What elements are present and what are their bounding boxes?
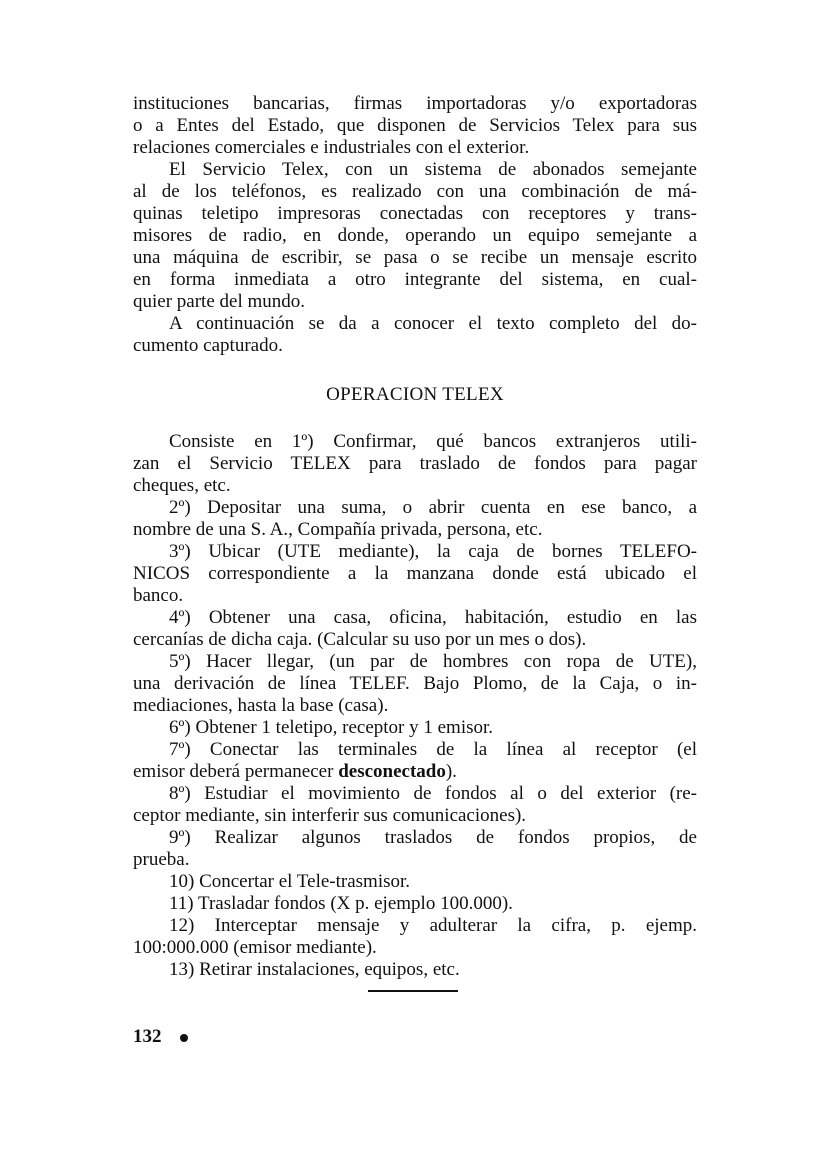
text-line: relaciones comerciales e industriales con el exterior. <box>133 137 530 158</box>
list-item <box>133 607 697 651</box>
text-line: 4º) Obtener una casa, oficina, habitación, estudio en las <box>169 607 697 628</box>
text-line: 8º) Estudiar el movimiento de fondos al o del exterior (re- <box>169 783 697 804</box>
list-item <box>133 827 697 871</box>
list-item <box>133 497 697 541</box>
list-item <box>133 915 697 959</box>
text-line: quier parte del mundo. <box>133 291 306 312</box>
intro-paragraph-1 <box>133 93 697 159</box>
list-item <box>133 541 697 607</box>
text-line: 100:000.000 (emisor mediante). <box>133 937 377 958</box>
text-line: 13) Retirar instalaciones, equipos, etc. <box>169 959 460 980</box>
text-line: ceptor mediante, sin interferir sus comunicaciones). <box>133 805 527 826</box>
text-line: una derivación de línea TELEF. Bajo Plomo, de la Caja, o in- <box>133 673 697 694</box>
text-fragment: ). <box>445 761 457 782</box>
text-line: cumento capturado. <box>133 335 283 356</box>
list-item <box>133 651 697 717</box>
text-line: al de los teléfonos, es realizado con una combinación de má- <box>133 181 697 202</box>
text-line: banco. <box>133 585 184 606</box>
text-line: en forma inmediata a otro integrante del sistema, en cual- <box>133 269 697 290</box>
text-line: zan el Servicio TELEX para traslado de fondos para pagar <box>133 453 697 474</box>
intro-paragraph-2 <box>133 159 697 313</box>
section-divider <box>368 990 458 992</box>
text-fragment: emisor deberá permanecer <box>133 761 339 782</box>
text-line: 5º) Hacer llegar, (un par de hombres con ropa de UTE), <box>169 651 697 672</box>
text-line: cheques, etc. <box>133 475 231 496</box>
text-line: 10) Concertar el Tele-trasmisor. <box>169 871 411 892</box>
list-item <box>133 871 697 893</box>
list-item <box>133 783 697 827</box>
text-line: A continuación se da a conocer el texto completo del do- <box>169 313 697 334</box>
text-line: nombre de una S. A., Compañía privada, persona, etc. <box>133 519 543 540</box>
text-line: instituciones bancarias, firmas importadoras y/o exportadoras <box>133 93 697 114</box>
page-body <box>133 93 697 981</box>
list-item <box>133 893 697 915</box>
list-item <box>133 739 697 783</box>
text-line: 9º) Realizar algunos traslados de fondos propios, de <box>169 827 697 848</box>
text-line: Consiste en 1º) Confirmar, qué bancos extranjeros utili- <box>169 431 697 452</box>
text-line: 2º) Depositar una suma, o abrir cuenta en ese banco, a <box>169 497 697 518</box>
page-number: 132 <box>133 1026 162 1047</box>
text-line: quinas teletipo impresoras conectadas con receptores y trans- <box>133 203 697 224</box>
text-line: 12) Interceptar mensaje y adulterar la cifra, p. ejemp. <box>169 915 697 936</box>
text-line: cercanías de dicha caja. (Calcular su uso por un mes o dos). <box>133 629 587 650</box>
list-item <box>133 431 697 497</box>
text-line: 6º) Obtener 1 teletipo, receptor y 1 emisor. <box>169 717 494 738</box>
text-line: NICOS correspondiente a la manzana donde está ubicado el <box>133 563 697 584</box>
emphasized-text: desconectado <box>338 761 446 782</box>
list-item <box>133 959 697 981</box>
text-line: misores de radio, en donde, operando un equipo semejante a <box>133 225 697 246</box>
text-line: una máquina de escribir, se pasa o se recibe un mensaje escrito <box>133 247 697 268</box>
text-line: 11) Trasladar fondos (X p. ejemplo 100.000). <box>169 893 513 914</box>
list-item <box>133 717 697 739</box>
intro-paragraph-3 <box>133 313 697 357</box>
text-line: 7º) Conectar las terminales de la línea al receptor (el <box>169 739 697 760</box>
text-line: El Servicio Telex, con un sistema de abonados semejante <box>169 159 697 180</box>
text-line: 3º) Ubicar (UTE mediante), la caja de bornes TELEFO- <box>169 541 697 562</box>
page-footer <box>133 1026 188 1048</box>
section-heading: OPERACION TELEX <box>326 384 504 405</box>
text-line: o a Entes del Estado, que disponen de Servicios Telex para sus <box>133 115 697 136</box>
text-line <box>133 761 697 783</box>
bullet-icon <box>180 1034 188 1042</box>
text-line: mediaciones, hasta la base (casa). <box>133 695 389 716</box>
text-line: prueba. <box>133 849 190 870</box>
